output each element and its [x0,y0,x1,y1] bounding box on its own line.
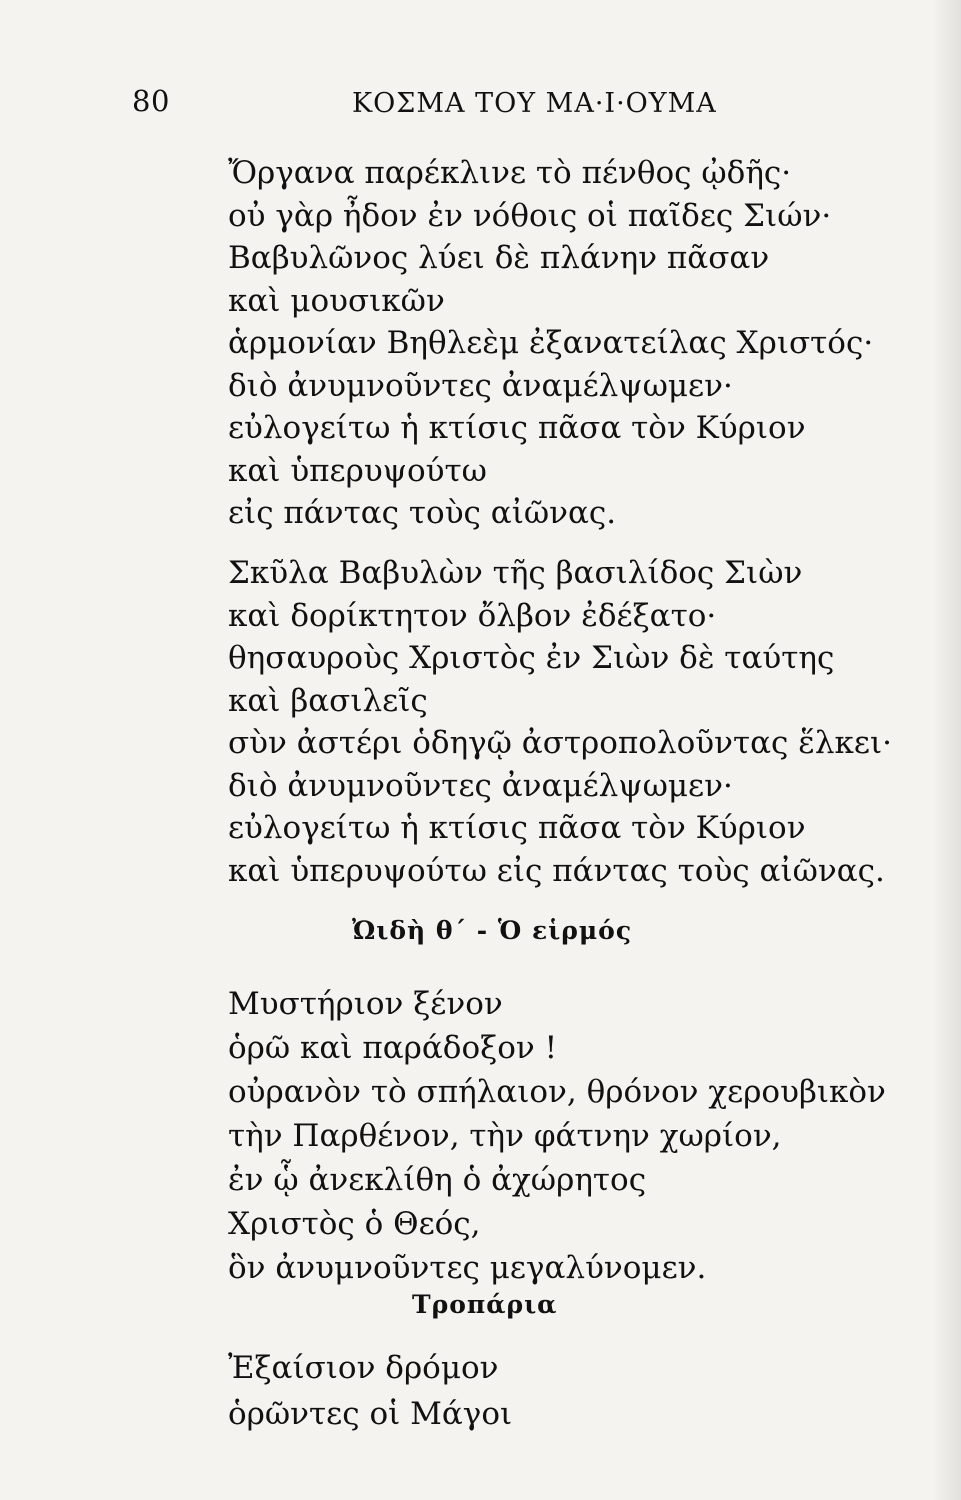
verse-line: εἰς πάντας τοὺς αἰῶνας. [228,495,617,531]
page-number: 80 [132,84,170,118]
verse-line: θησαυροὺς Χριστὸς ἐν Σιὼν δὲ ταύτης [228,640,835,676]
page-edge-shadow [933,0,961,1500]
verse-line: οὐ γὰρ ἦδον ἐν νόθοις οἱ παῖδες Σιών· [228,197,832,234]
verse-line: Βαβυλῶνος λύει δὲ πλάνην πᾶσαν [228,240,770,276]
verse-line: καὶ βασιλεῖς [228,682,428,719]
verse-line: διὸ ἀνυμνοῦντες ἀναμέλψωμεν· [228,767,733,804]
verse-line: ὁρῶ καὶ παράδοξον ! [228,1030,558,1066]
verse-line: καὶ ὑπερυψούτω εἰς πάντας τοὺς αἰῶνας. [228,852,885,889]
verse-line: σὺν ἀστέρι ὁδηγῷ ἀστροπολοῦντας ἕλκει· [228,725,893,761]
verse-line: ὁρῶντες οἱ Μάγοι [228,1396,513,1432]
verse-line: εὐλογείτω ἡ κτίσις πᾶσα τὸν Κύριον [228,810,806,846]
stanza-2 [228,552,892,892]
verse-line: ἁρμονίαν Βηθλεὲμ ἐξανατείλας Χριστός· [228,325,874,361]
stanza-4 [228,1345,512,1437]
verse-line: Σκῦλα Βαβυλὼν τῆς βασιλίδος Σιὼν [228,555,803,591]
verse-line: Ὄργανα παρέκλινε τὸ πένθος ᾠδῆς· [228,155,792,191]
verse-line: εὐλογείτω ἡ κτίσις πᾶσα τὸν Κύριον [228,410,806,446]
verse-line: Ἐξαίσιον δρόμον [228,1350,499,1386]
verse-line: ὃν ἀνυμνοῦντες μεγαλύνομεν. [228,1250,707,1286]
verse-line: καὶ δορίκτητον ὄλβον ἐδέξατο· [228,597,717,634]
running-title: ΚΟΣΜΑ ΤΟΥ ΜΑ·Ι·ΟΥΜΑ [352,88,717,119]
verse-line: διὸ ἀνυμνοῦντες ἀναμέλψωμεν· [228,367,733,404]
verse-line: καὶ μουσικῶν [228,282,445,319]
troparia-heading: Τροπάρια [412,1290,558,1319]
stanza-3 [228,982,886,1290]
verse-line: ἐν ᾧ ἀνεκλίθη ὁ ἀχώρητος [228,1162,647,1198]
verse-line: Μυστήριον ξένον [228,986,503,1022]
ode-heading: Ὠιδὴ θ΄ - Ὁ εἱρμός [352,916,633,945]
verse-line: τὴν Παρθένον, τὴν φάτνην χωρίον, [228,1118,782,1154]
stanza-1 [228,152,873,535]
verse-line: οὐρανὸν τὸ σπήλαιον, θρόνον χερουβικὸν [228,1074,886,1110]
verse-line: καὶ ὑπερυψούτω [228,452,487,489]
verse-line: Χριστὸς ὁ Θεός, [228,1206,481,1242]
